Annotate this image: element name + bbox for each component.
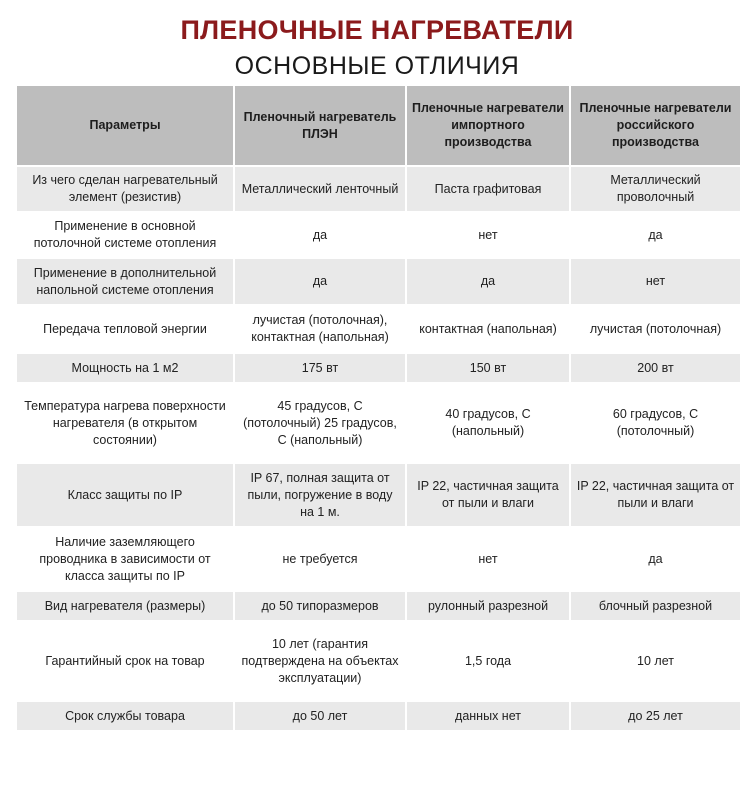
page-title: ПЛЕНОЧНЫЕ НАГРЕВАТЕЛИ [180,15,574,45]
table-cell: да [235,213,407,259]
table-cell: Металлический проволочный [571,167,740,213]
table-cell: нет [407,213,571,259]
table-row [17,384,740,464]
parameter-cell: Из чего сделан нагревательный элемент (резистив) [17,167,235,213]
table-row [17,702,740,732]
column-header: Пленочные нагреватели российского производства [571,86,740,167]
table-cell: нет [407,528,571,592]
table-row [17,622,740,702]
table-cell: не требуется [235,528,407,592]
table-cell: до 50 типоразмеров [235,592,407,622]
table-row [17,167,740,213]
table-cell: лучистая (потолочная), контактная (напольная) [235,306,407,354]
table-row [17,464,740,528]
table-cell: 175 вт [235,354,407,384]
table-cell: 40 градусов, С (напольный) [407,384,571,464]
parameter-cell: Мощность на 1 м2 [17,354,235,384]
table-header-row [17,86,740,167]
table-cell: 150 вт [407,354,571,384]
column-header: Параметры [17,86,235,167]
comparison-table [17,86,740,732]
parameter-cell: Вид нагревателя (размеры) [17,592,235,622]
parameter-cell: Класс защиты по IP [17,464,235,528]
table-cell: лучистая (потолочная) [571,306,740,354]
parameter-cell: Применение в основной потолочной системе отопления [17,213,235,259]
table-cell: IP 67, полная защита от пыли, погружение в воду на 1 м. [235,464,407,528]
table-cell: нет [571,259,740,306]
table-cell: да [235,259,407,306]
table-cell: рулонный разрезной [407,592,571,622]
table-cell: контактная (напольная) [407,306,571,354]
table-cell: IP 22, частичная защита от пыли и влаги [571,464,740,528]
parameter-cell: Гарантийный срок на товар [17,622,235,702]
table-cell: 10 лет (гарантия подтверждена на объектах эксплуатации) [235,622,407,702]
table-cell: да [571,213,740,259]
table-cell: да [407,259,571,306]
table-cell: 60 градусов, С (потолочный) [571,384,740,464]
table-row [17,213,740,259]
table-row [17,354,740,384]
table-cell: данных нет [407,702,571,732]
table-cell: 45 градусов, С (потолочный) 25 градусов, С (напольный) [235,384,407,464]
parameter-cell: Температура нагрева поверхности нагревателя (в открытом состоянии) [17,384,235,464]
page-subtitle: ОСНОВНЫЕ ОТЛИЧИЯ [234,52,520,80]
parameter-cell: Передача тепловой энергии [17,306,235,354]
table-row [17,528,740,592]
table-row [17,592,740,622]
column-header: Пленочный нагреватель ПЛЭН [235,86,407,167]
parameter-cell: Наличие заземляющего проводника в зависимости от класса защиты по IP [17,528,235,592]
table-cell: блочный разрезной [571,592,740,622]
table-cell: 200 вт [571,354,740,384]
table-cell: до 25 лет [571,702,740,732]
table-cell: Металлический ленточный [235,167,407,213]
column-header: Пленочные нагреватели импортного производства [407,86,571,167]
table-cell: 10 лет [571,622,740,702]
table-row [17,306,740,354]
table-cell: Паста графитовая [407,167,571,213]
table-cell: IP 22, частичная защита от пыли и влаги [407,464,571,528]
parameter-cell: Срок службы товара [17,702,235,732]
table-row [17,259,740,306]
table-cell: 1,5 года [407,622,571,702]
table-cell: до 50 лет [235,702,407,732]
table-cell: да [571,528,740,592]
parameter-cell: Применение в дополнительной напольной системе отопления [17,259,235,306]
